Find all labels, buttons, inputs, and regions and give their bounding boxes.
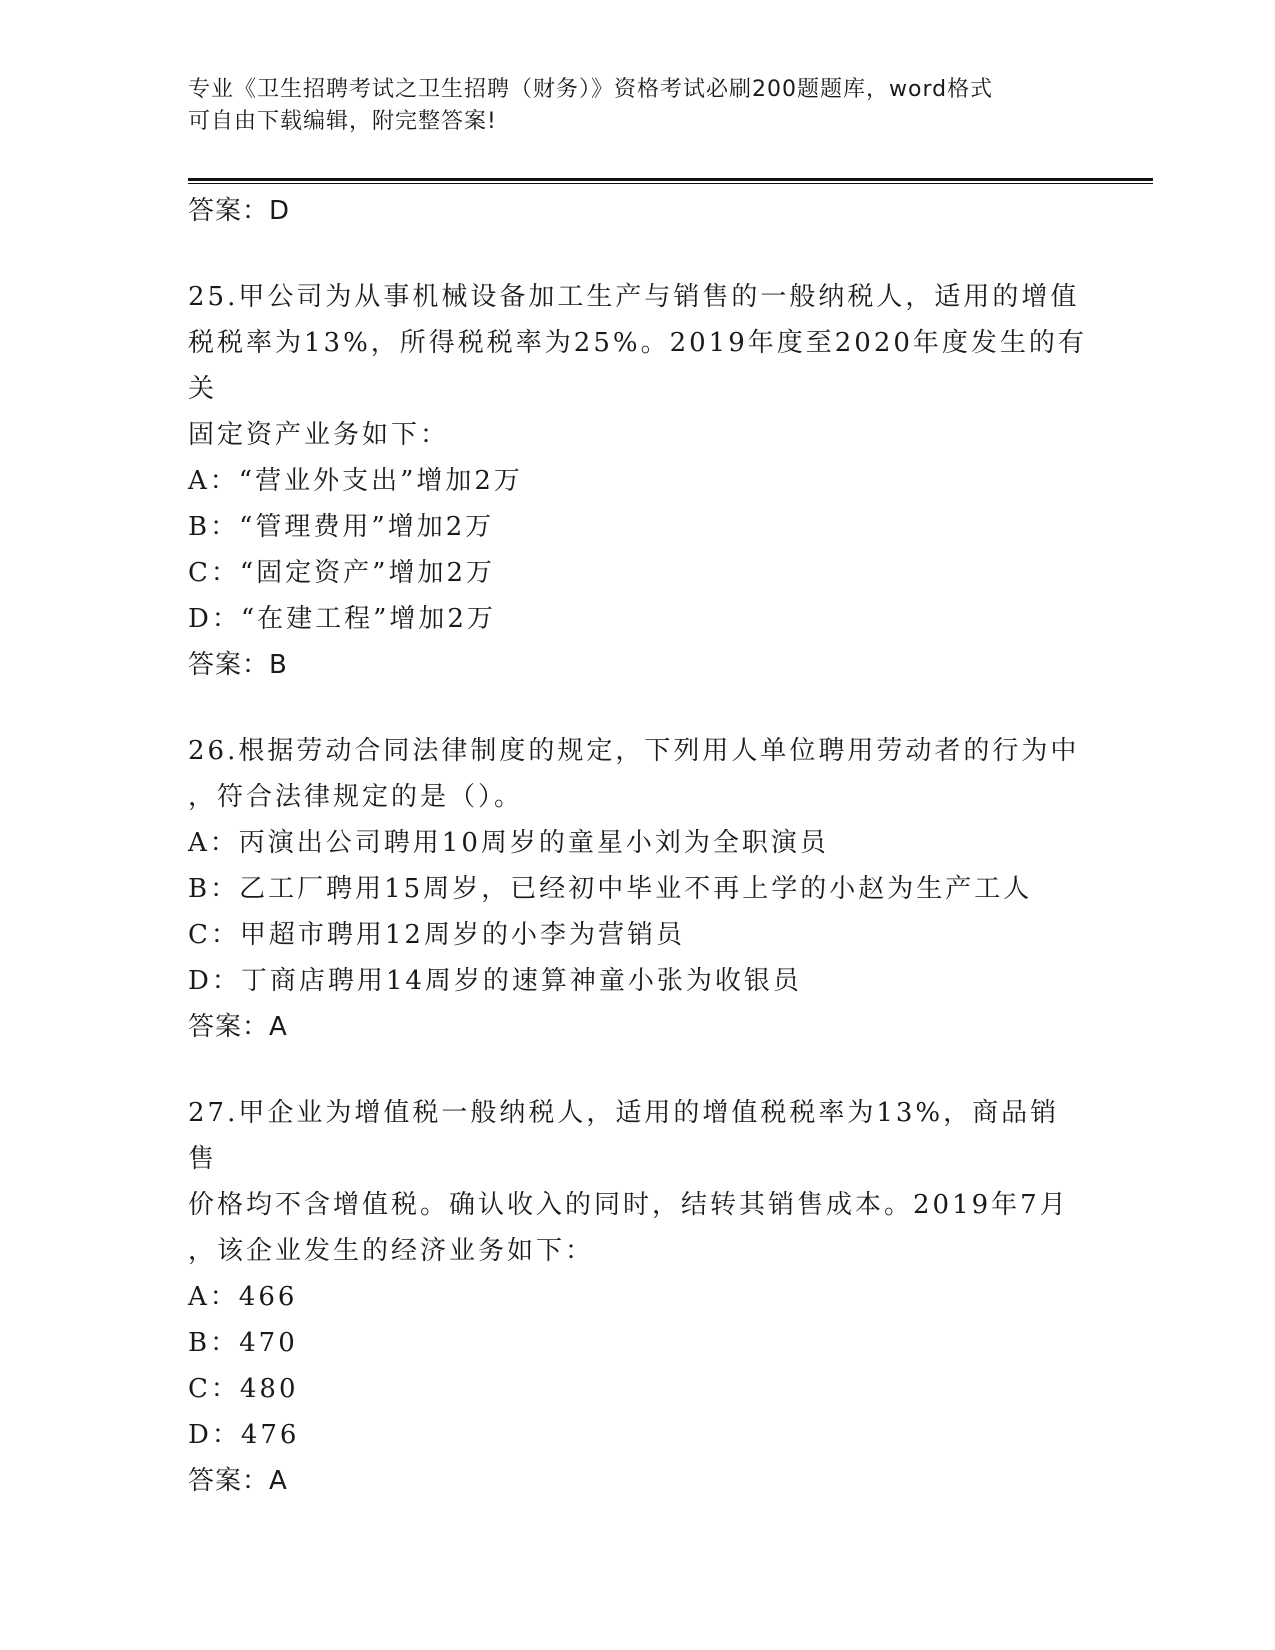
option-a: A：466 bbox=[188, 1282, 298, 1312]
question-answer: 答案：A bbox=[188, 1012, 288, 1042]
previous-answer: 答案：D bbox=[188, 196, 291, 226]
option-c: C：“固定资产”增加2万 bbox=[188, 558, 496, 588]
header-divider-thin bbox=[188, 183, 1153, 184]
question-stem: 27.甲企业为增值税一般纳税人，适用的增值税税率为13%，商品销售 价格均不含增值税。确认收入的同时，结转其销售成本。2019年7月 ，该企业发生的经济业务如下： bbox=[188, 1098, 1069, 1266]
option-c: C：480 bbox=[188, 1374, 299, 1404]
option-b: B：“管理费用”增加2万 bbox=[188, 512, 495, 542]
question-stem: 26.根据劳动合同法律制度的规定，下列用人单位聘用劳动者的行为中 ，符合法律规定的是（）。 bbox=[188, 736, 1080, 812]
question-answer: 答案：B bbox=[188, 650, 288, 680]
question-list bbox=[188, 188, 1088, 1504]
option-a: A：“营业外支出”增加2万 bbox=[188, 466, 523, 496]
question-answer: 答案：A bbox=[188, 1466, 288, 1496]
option-d: D：476 bbox=[188, 1420, 300, 1450]
question-stem: 25.甲公司为从事机械设备加工生产与销售的一般纳税人，适用的增值 税税率为13%，所得税税率为25%。2019年度至2020年度发生的有关 固定资产业务如下： bbox=[188, 282, 1087, 450]
option-c: C：甲超市聘用12周岁的小李为营销员 bbox=[188, 920, 685, 950]
header-divider-thick bbox=[188, 178, 1153, 181]
option-b: B：470 bbox=[188, 1328, 298, 1358]
option-d: D：“在建工程”增加2万 bbox=[188, 604, 496, 634]
document-header: 专业《卫生招聘考试之卫生招聘（财务）》资格考试必刷200题题库，word格式 可自由下载编辑，附完整答案! bbox=[188, 77, 994, 134]
option-b: B：乙工厂聘用15周岁，已经初中毕业不再上学的小赵为生产工人 bbox=[188, 874, 1033, 904]
option-d: D：丁商店聘用14周岁的速算神童小张为收银员 bbox=[188, 966, 802, 996]
option-a: A：丙演出公司聘用10周岁的童星小刘为全职演员 bbox=[188, 828, 829, 858]
question-25 bbox=[188, 274, 1088, 688]
question-27 bbox=[188, 1090, 1088, 1504]
question-26 bbox=[188, 728, 1088, 1050]
